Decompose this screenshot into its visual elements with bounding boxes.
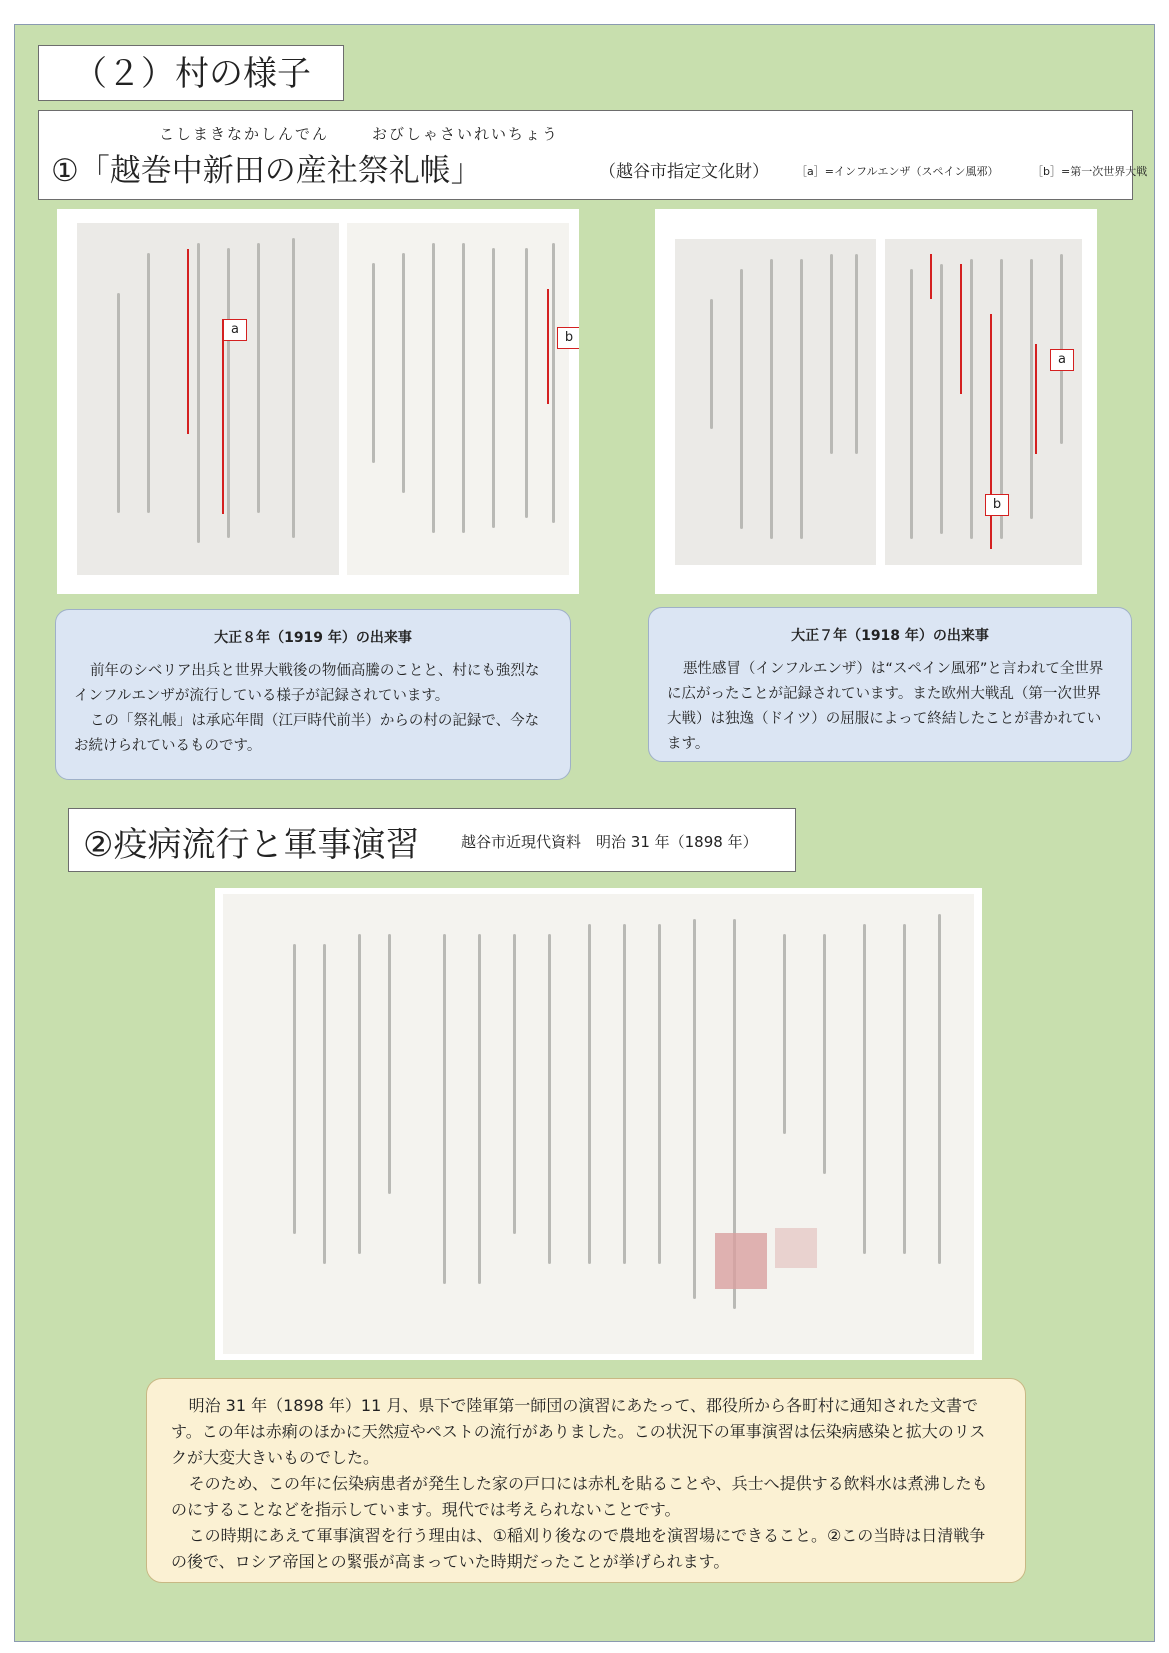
caption-paragraph: 悪性感冒（インフルエンザ）は“スペイン風邪”と言われて全世界に広がったことが記録されています。また欧州大戦乱（第一次世界大戦）は独逸（ドイツ）の屈服によって終結したことが書かれています。 [667, 661, 1104, 752]
section-title: （２）村の様子 [38, 45, 344, 101]
left-document-photo [57, 209, 579, 594]
scan-page-right [885, 239, 1082, 565]
military-document-photo [215, 888, 982, 1360]
caption-paragraph: 明治 31 年（1898 年）11 月、県下で陸軍第一師団の演習にあたって、郡役所から各町村に通知された文書です。この年は赤痢のほかに天然痘やペストの流行がありました。この状況下の軍事演習は伝染病感染と拡大のリスクが大変大きいものでした。 [171, 1396, 986, 1467]
caption-taisho-8 [55, 609, 571, 780]
faint-seal-stamp [775, 1228, 817, 1268]
subsection-2-note: 越谷市近現代資料 明治 31 年（1898 年） [461, 833, 758, 851]
caption-paragraph: この「祭礼帳」は承応年間（江戸時代前半）からの村の記録で、今なお続けられているものです。 [74, 713, 540, 754]
marker-a-label: a [1050, 349, 1074, 371]
ruby-right: おびしゃさいれいちょう [372, 125, 560, 143]
marker-line-a-1 [960, 264, 962, 394]
ruby-left: こしまきなかしんでん [159, 125, 330, 143]
caption-paragraph: そのため、この年に伝染病患者が発生した家の戸口には赤札を貼ることや、兵士へ提供する飲料水は煮沸したものにすることなどを指示しています。現代では考えられないことです。 [171, 1474, 988, 1519]
scan-page-left [77, 223, 339, 575]
legend-b: ［b］=第一次世界大戦 [1032, 165, 1148, 178]
marker-line-a-2 [1035, 344, 1037, 454]
right-document-photo [655, 209, 1097, 594]
caption-paragraph: この時期にあえて軍事演習を行う理由は、①稲刈り後なので農地を演習場にできること。②この当時は日清戦争の後で、ロシア帝国との緊張が高まっていた時期だったことが挙げられます。 [171, 1526, 986, 1571]
marker-line-a-1 [187, 249, 189, 434]
bottom-caption [146, 1378, 1026, 1583]
marker-line-b [547, 289, 549, 404]
marker-line-a-3 [930, 254, 932, 299]
marker-a-label: a [223, 319, 247, 341]
scan-page-right [347, 223, 569, 575]
subsection-1-title: ①「越巻中新田の産社祭礼帳」 [51, 153, 482, 189]
scan-document [223, 894, 974, 1354]
caption-title: 大正７年（1918 年）の出来事 [791, 628, 989, 644]
caption-paragraph: 前年のシベリア出兵と世界大戦後の物価高騰のことと、村にも強烈なインフルエンザが流行している様子が記録されています。 [74, 663, 540, 704]
caption-taisho-7 [648, 607, 1132, 762]
subsection-2-header [68, 808, 796, 872]
subsection-1-note: （越谷市指定文化財） [599, 162, 769, 182]
marker-b-label: b [557, 327, 579, 349]
legend-a: ［a］=インフルエンザ（スペイン風邪） [796, 165, 999, 178]
marker-line-a-2 [222, 319, 224, 514]
scan-page-left [675, 239, 876, 565]
marker-b-label: b [985, 494, 1009, 516]
red-seal-stamp [715, 1233, 767, 1289]
subsection-2-title: ②疫病流行と軍事演習 [83, 825, 420, 865]
caption-title: 大正８年（1919 年）の出来事 [214, 630, 412, 646]
subsection-1-header [38, 110, 1148, 200]
